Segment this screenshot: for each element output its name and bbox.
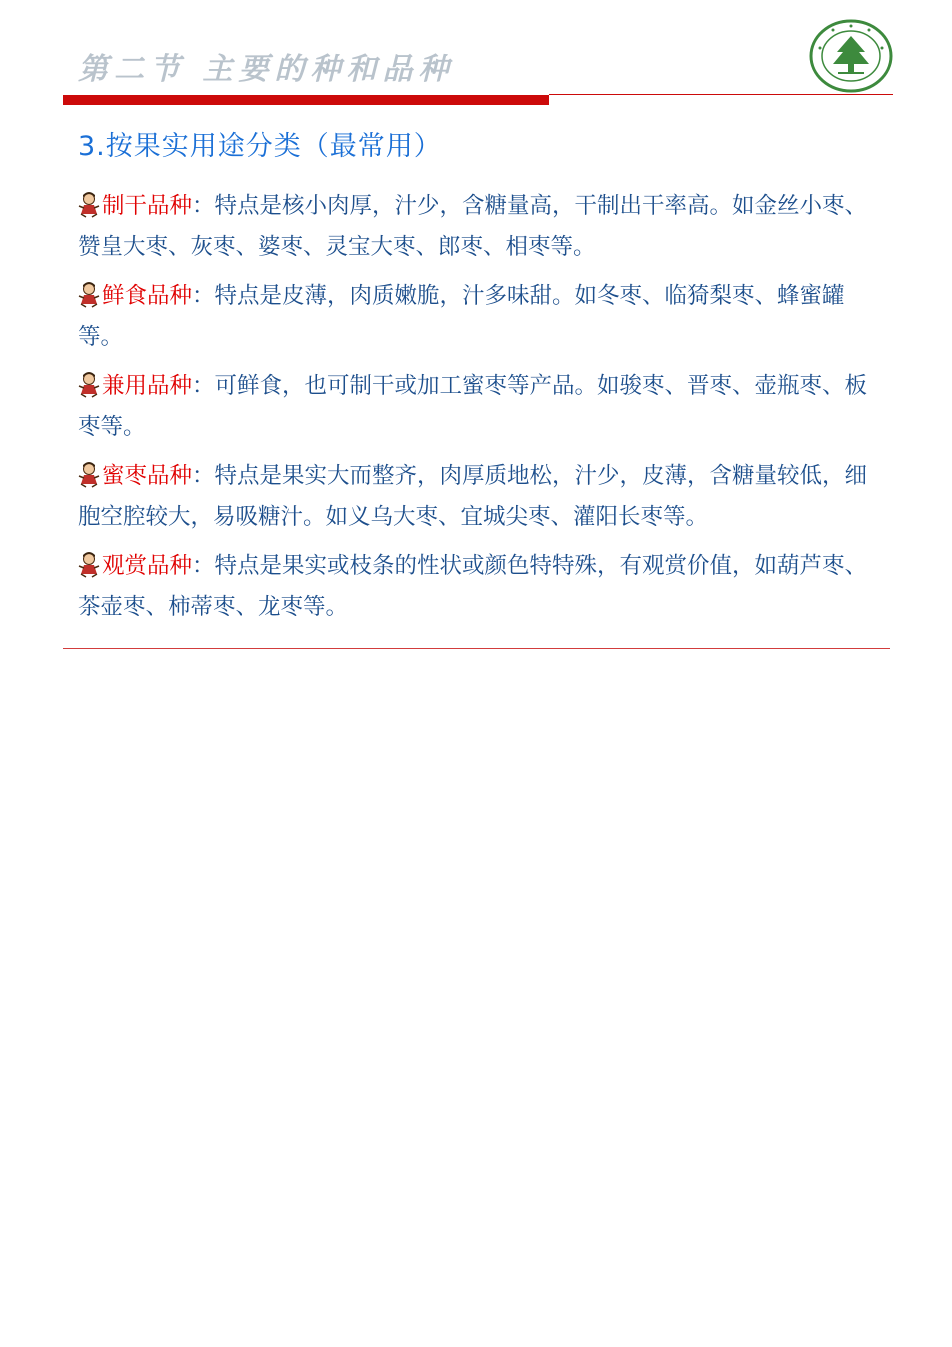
item-text: 可鲜食，也可制干或加工蜜枣等产品。如骏枣、晋枣、壶瓶枣、板枣等。 <box>78 373 868 440</box>
header-bar-thin <box>549 94 893 95</box>
item-separator: ： <box>192 193 215 219</box>
cartoon-figure-bullet-icon <box>78 372 100 398</box>
item-separator: ： <box>192 553 215 579</box>
footer-rule <box>63 648 890 649</box>
cartoon-figure-bullet-icon <box>78 192 100 218</box>
item-label: 鲜食品种 <box>102 283 193 309</box>
header-bar-thick <box>63 95 549 105</box>
item-text: 特点是果实大而整齐，肉厚质地松，汁少，皮薄，含糖量较低，细胞空腔较大，易吸糖汁。如义乌大枣、宜城尖枣、灌阳长枣等。 <box>78 463 868 530</box>
list-item-guanshang <box>78 546 878 628</box>
list-item-xianshi <box>78 276 878 358</box>
item-label: 制干品种 <box>102 193 193 219</box>
page-header-title: 第二节 主要的种和品种 <box>78 52 455 87</box>
cartoon-figure-bullet-icon <box>78 552 100 578</box>
item-label: 观赏品种 <box>102 553 193 579</box>
item-label: 兼用品种 <box>102 373 193 399</box>
list-item-zhigan <box>78 186 878 268</box>
content-list <box>78 186 878 636</box>
item-separator: ： <box>192 463 215 489</box>
cartoon-figure-bullet-icon <box>78 462 100 488</box>
cartoon-figure-bullet-icon <box>78 282 100 308</box>
item-text: 特点是核小肉厚，汁少，含糖量高，干制出干率高。如金丝小枣、赞皇大枣、灰枣、婆枣、灵宝大枣、郎枣、相枣等。 <box>78 193 868 260</box>
item-separator: ： <box>192 283 215 309</box>
university-seal-icon <box>808 18 894 94</box>
list-item-jianyong <box>78 366 878 448</box>
item-label: 蜜枣品种 <box>102 463 193 489</box>
item-separator: ： <box>192 373 215 399</box>
item-text: 特点是果实或枝条的性状或颜色特特殊，有观赏价值，如葫芦枣、茶壶枣、柿蒂枣、龙枣等。 <box>78 553 868 620</box>
list-item-mizao <box>78 456 878 538</box>
item-text: 特点是皮薄，肉质嫩脆，汁多味甜。如冬枣、临猗梨枣、蜂蜜罐等。 <box>78 283 845 350</box>
section-title: 3.按果实用途分类（最常用） <box>78 131 442 162</box>
